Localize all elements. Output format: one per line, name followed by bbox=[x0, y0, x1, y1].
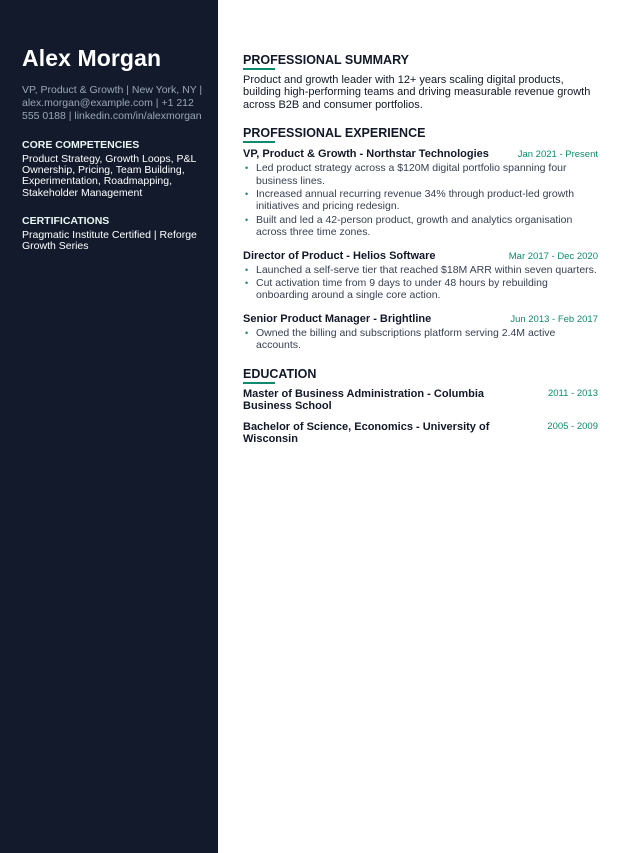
bullet-icon: • bbox=[245, 327, 249, 338]
heading-underline bbox=[243, 382, 275, 384]
job-bullet bbox=[243, 277, 598, 302]
bullet-text: Cut activation time from 9 days to under 48 hours by rebuilding onboarding around a single core action. bbox=[256, 277, 548, 302]
degree-dates: 2011 - 2013 bbox=[547, 387, 598, 399]
education-section bbox=[243, 366, 598, 446]
degree-dates: 2005 - 2009 bbox=[547, 420, 598, 432]
bullet-text: Launched a self-serve tier that reached $18M ARR within seven quarters. bbox=[256, 263, 597, 276]
job-bullet bbox=[243, 264, 598, 276]
heading-underline bbox=[243, 68, 275, 70]
bullet-text: Built and led a 42-person product, growth and analytics organisation across three time zones. bbox=[256, 213, 573, 239]
certifications-heading: CERTIFICATIONS bbox=[22, 214, 110, 227]
job-title: VP, Product & Growth - Northstar Technologies bbox=[243, 148, 489, 161]
certifications-list: Pragmatic Institute Certified | Reforge Growth Series bbox=[22, 228, 197, 253]
job-title: Director of Product - Helios Software bbox=[243, 249, 436, 262]
bullet-text: Increased annual recurring revenue 34% through product-led growth initiatives and pricing redesign. bbox=[256, 188, 575, 213]
bullet-text: Owned the billing and subscriptions platform serving 2.4M active accounts. bbox=[256, 326, 556, 352]
bullet-text: Led product strategy across a $120M digital portfolio spanning four business lines. bbox=[256, 162, 567, 187]
bullet-icon: • bbox=[245, 264, 249, 275]
bullet-icon: • bbox=[245, 163, 249, 174]
job-entry bbox=[243, 312, 598, 352]
job-bullet bbox=[243, 214, 598, 239]
main-content bbox=[243, 52, 598, 454]
job-dates: Jan 2021 - Present bbox=[517, 149, 598, 161]
degree-title: Master of Business Administration - Columbia Business School bbox=[243, 387, 485, 413]
experience-section bbox=[243, 125, 598, 351]
contact-info: VP, Product & Growth | New York, NY | alex.morgan@example.com | +1 212 555 0188 | linkedin.com/in/alexmorgan bbox=[22, 84, 203, 122]
education-heading: EDUCATION bbox=[243, 366, 317, 381]
bullet-icon: • bbox=[245, 189, 249, 200]
job-dates: Mar 2017 - Dec 2020 bbox=[508, 250, 598, 262]
summary-heading: PROFESSIONAL SUMMARY bbox=[243, 53, 409, 67]
competencies-heading: CORE COMPETENCIES bbox=[22, 139, 140, 151]
job-entry bbox=[243, 147, 598, 238]
bullet-icon: • bbox=[245, 278, 249, 289]
experience-heading: PROFESSIONAL EXPERIENCE bbox=[243, 126, 426, 141]
education-entry bbox=[243, 388, 598, 413]
job-entry bbox=[243, 249, 598, 302]
summary-text: Product and growth leader with 12+ years scaling digital products, building high-performing teams and driving measurable revenue growth across B2B and consumer portfolios. bbox=[243, 74, 591, 111]
education-entry bbox=[243, 421, 598, 446]
bullet-icon: • bbox=[245, 214, 249, 225]
job-bullet bbox=[243, 188, 598, 213]
job-title: Senior Product Manager - Brightline bbox=[243, 312, 432, 325]
degree-title: Bachelor of Science, Economics - University of Wisconsin bbox=[243, 420, 490, 446]
candidate-name: Alex Morgan bbox=[22, 45, 162, 71]
job-bullet bbox=[243, 162, 598, 187]
job-dates: Jun 2013 - Feb 2017 bbox=[510, 313, 598, 325]
competencies-list: Product Strategy, Growth Loops, P&L Ownership, Pricing, Team Building, Experimentation, Roadmapping, Stakeholder Management bbox=[22, 153, 196, 199]
heading-underline bbox=[243, 141, 275, 143]
job-bullet bbox=[243, 327, 598, 352]
sidebar bbox=[0, 0, 218, 853]
summary-section bbox=[243, 52, 598, 111]
